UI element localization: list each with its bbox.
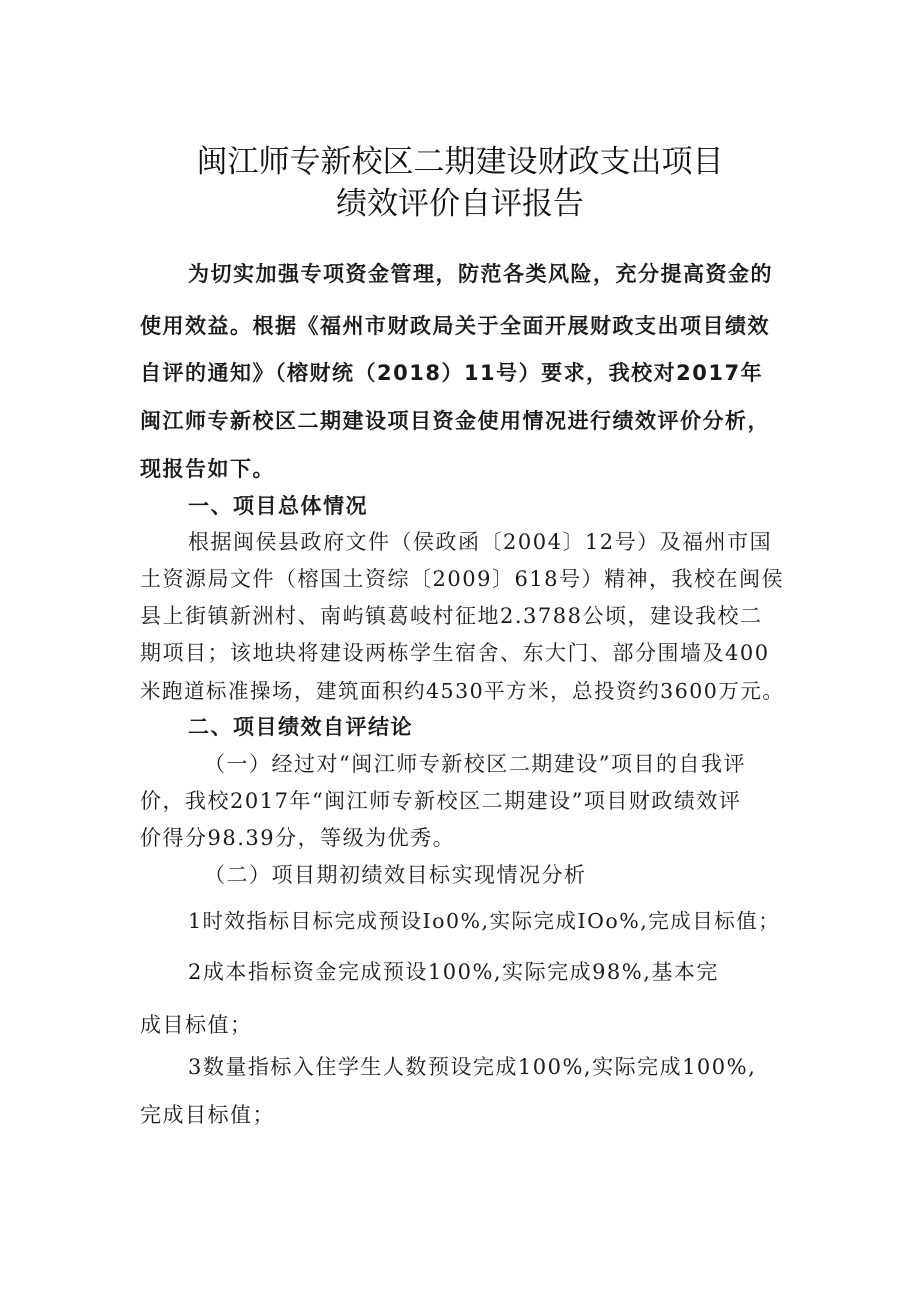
intro-line: 为切实加强专项资金管理，防范各类风险，充分提高资金的 [188,262,773,286]
report-title-line-1: 闽江师专新校区二期建设财政支出项目 [196,144,724,180]
conclusion-line: （一）经过对“闽江师专新校区二期建设”项目的自我评 [204,752,746,776]
section-heading-conclusion: 二、项目绩效自评结论 [188,715,413,739]
intro-line: 自评的通知》（榕财统（2018）11号）要求，我校对2017年 [140,361,764,385]
conclusion-line: 价得分98.39分，等级为优秀。 [140,826,456,850]
target-item-3-continued: 完成目标值； [140,1103,275,1127]
overview-line: 根据闽侯县政府文件（侯政函〔2004〕12号）及福州市国 [188,530,773,554]
overview-line: 县上街镇新洲村、南屿镇葛岐村征地2.3788公顷，建设我校二 [140,604,763,628]
overview-line: 土资源局文件（榕国土资综〔2009〕618号）精神，我校在闽侯 [140,567,785,591]
conclusion-line: 价，我校2017年“闽江师专新校区二期建设”项目财政绩效评 [140,789,742,813]
overview-line: 米跑道标准操场，建筑面积约4530平方米，总投资约3600万元。 [140,679,785,703]
intro-line: 闽江师专新校区二期建设项目资金使用情况进行绩效评价分析， [140,409,770,433]
overview-line: 期项目；该地块将建设两栋学生宿舍、东大门、部分围墙及400 [140,641,770,665]
target-item-1: 1时效指标目标完成预设Io0%,实际完成IOo%,完成目标值； [188,909,781,933]
section-heading-overview: 一、项目总体情况 [188,494,368,518]
intro-line: 现报告如下。 [140,457,275,481]
target-item-3: 3数量指标入住学生人数预设完成100%,实际完成100%, [188,1055,757,1079]
subsection-heading-targets: （二）项目期初绩效目标实现情况分析 [204,863,587,887]
target-item-2: 2成本指标资金完成预设100%,实际完成98%,基本完 [188,960,719,984]
intro-line: 使用效益。根据《福州市财政局关于全面开展财政支出项目绩效 [140,314,770,338]
report-title-line-2: 绩效评价自评报告 [336,186,584,222]
target-item-2-continued: 成目标值； [140,1013,253,1037]
